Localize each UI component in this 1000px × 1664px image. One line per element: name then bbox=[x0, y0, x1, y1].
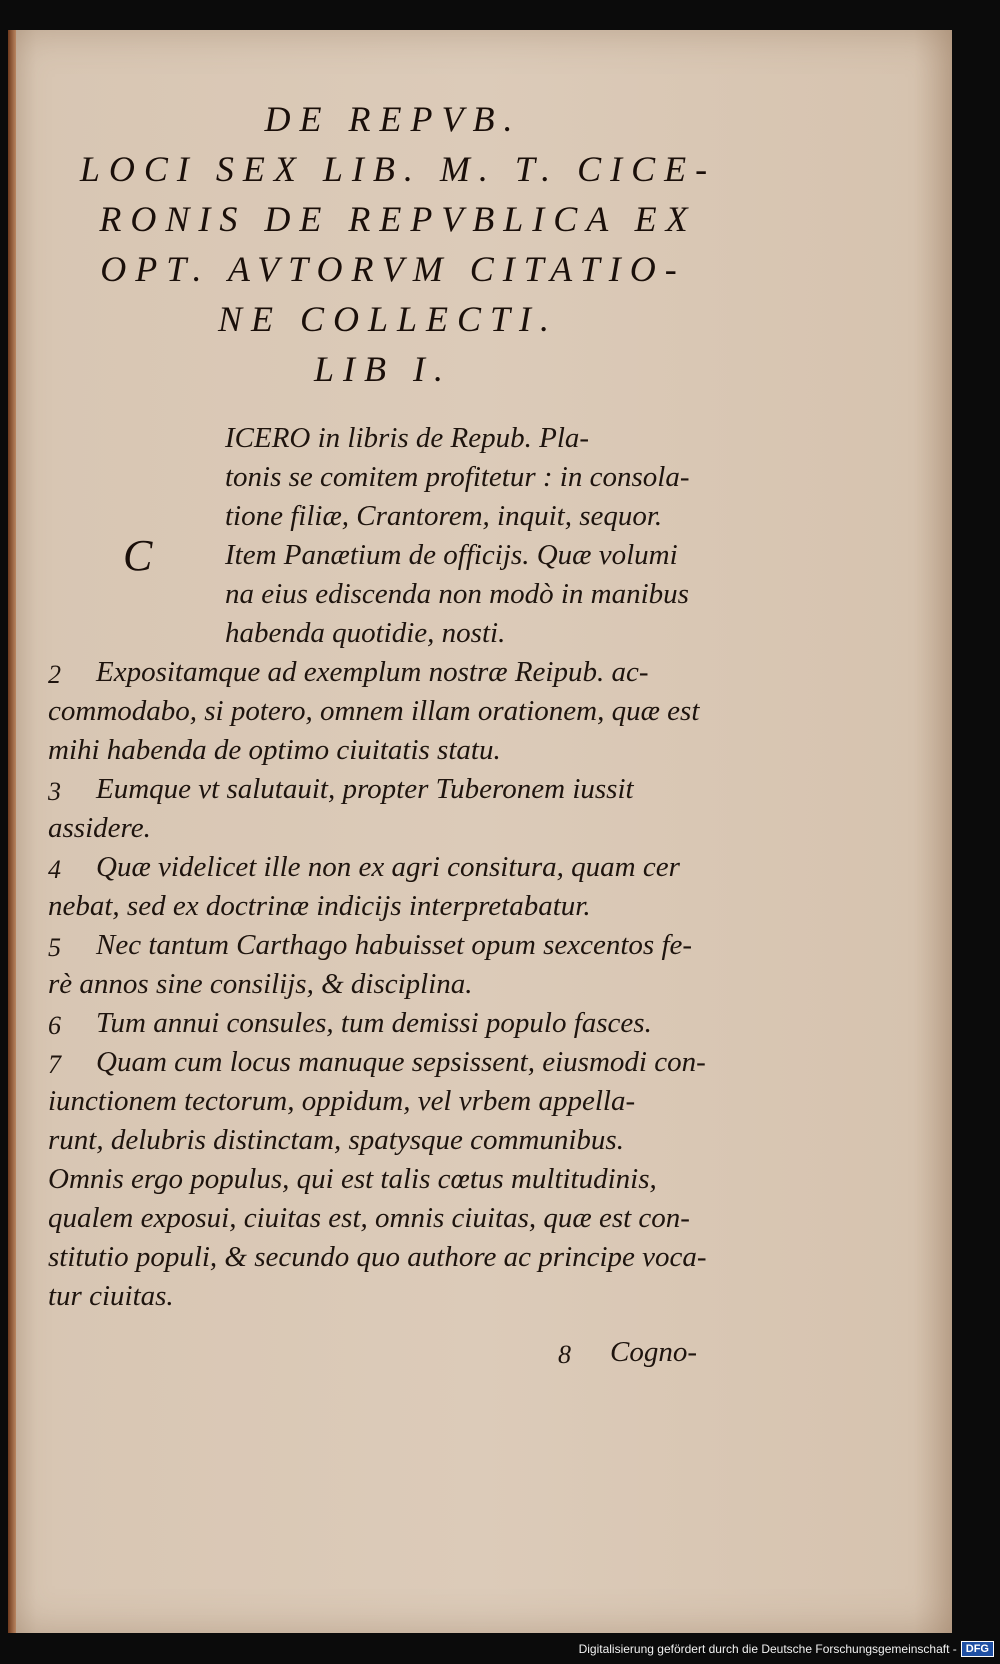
para1-line-1: ICERO in libris de Repub. Pla- bbox=[225, 422, 590, 454]
para1-line-5: na eius ediscenda non modò in manibus bbox=[225, 578, 689, 610]
item-number-3: 3 bbox=[48, 777, 61, 806]
item-5-line-2: rè annos sine consilijs, & disciplina. bbox=[48, 968, 473, 1000]
item-7-line-2: iunctionem tectorum, oppidum, vel vrbem appella- bbox=[48, 1085, 636, 1117]
item-4-line-1: Quæ videlicet ille non ex agri consitura, quam cer bbox=[96, 851, 680, 883]
item-7-line-7: tur ciuitas. bbox=[48, 1280, 174, 1312]
item-6-line-1: Tum annui consules, tum demissi populo fasces. bbox=[96, 1007, 652, 1039]
item-7-line-1: Quam cum locus manuque sepsissent, eiusmodi con- bbox=[96, 1046, 706, 1078]
item-number-6: 6 bbox=[48, 1011, 61, 1040]
item-number-7: 7 bbox=[48, 1050, 61, 1079]
item-4-line-2: nebat, sed ex doctrinæ indicijs interpretabatur. bbox=[48, 890, 591, 922]
item-2-line-1: Expositamque ad exemplum nostræ Reipub. ac- bbox=[96, 656, 649, 688]
item-3-line-2: assidere. bbox=[48, 812, 151, 844]
title-line-4: OPT. AVTORVM CITATIO- bbox=[100, 249, 686, 289]
para1-line-2: tonis se comitem profitetur : in consola- bbox=[225, 461, 690, 493]
catchword-number: 8 bbox=[558, 1340, 571, 1369]
item-7-line-6: stitutio populi, & secundo quo authore ac principe voca- bbox=[48, 1241, 707, 1273]
para1-line-3: tione filiæ, Crantorem, inquit, sequor. bbox=[225, 500, 663, 532]
item-number-5: 5 bbox=[48, 933, 61, 962]
item-7-line-3: runt, delubris distinctam, spatysque communibus. bbox=[48, 1124, 624, 1156]
footer-credit-text: Digitalisierung gefördert durch die Deutsche Forschungsgemeinschaft - bbox=[578, 1642, 957, 1656]
item-2-line-2: commodabo, si potero, omnem illam orationem, quæ est bbox=[48, 695, 700, 727]
dfg-logo: DFG bbox=[961, 1641, 994, 1657]
item-7-line-4: Omnis ergo populus, qui est talis cœtus multitudinis, bbox=[48, 1163, 657, 1195]
item-7-line-5: qualem exposui, ciuitas est, omnis ciuitas, quæ est con- bbox=[48, 1202, 690, 1234]
drop-capital: C bbox=[123, 531, 153, 580]
para1-line-4: Item Panætium de officijs. Quæ volumi bbox=[225, 539, 678, 571]
para1-line-6: habenda quotidie, nosti. bbox=[225, 617, 506, 649]
item-2-line-3: mihi habenda de optimo ciuitatis statu. bbox=[48, 734, 501, 766]
item-number-4: 4 bbox=[48, 855, 61, 884]
title-line-6: LIB I. bbox=[314, 349, 452, 389]
title-line-5: NE COLLECTI. bbox=[217, 299, 559, 339]
item-3-line-1: Eumque vt salutauit, propter Tuberonem iussit bbox=[96, 773, 634, 805]
title-line-2: LOCI SEX LIB. M. T. CICE- bbox=[79, 149, 717, 189]
book-page bbox=[8, 30, 952, 1633]
item-5-line-1: Nec tantum Carthago habuisset opum sexcentos fe- bbox=[96, 929, 693, 961]
footer-bar bbox=[0, 1634, 1000, 1664]
item-number-2: 2 bbox=[48, 660, 61, 689]
title-line-3: RONIS DE REPVBLICA EX bbox=[99, 199, 697, 239]
catchword: Cogno- bbox=[610, 1336, 697, 1368]
title-line-1: DE REPVB. bbox=[264, 99, 522, 139]
